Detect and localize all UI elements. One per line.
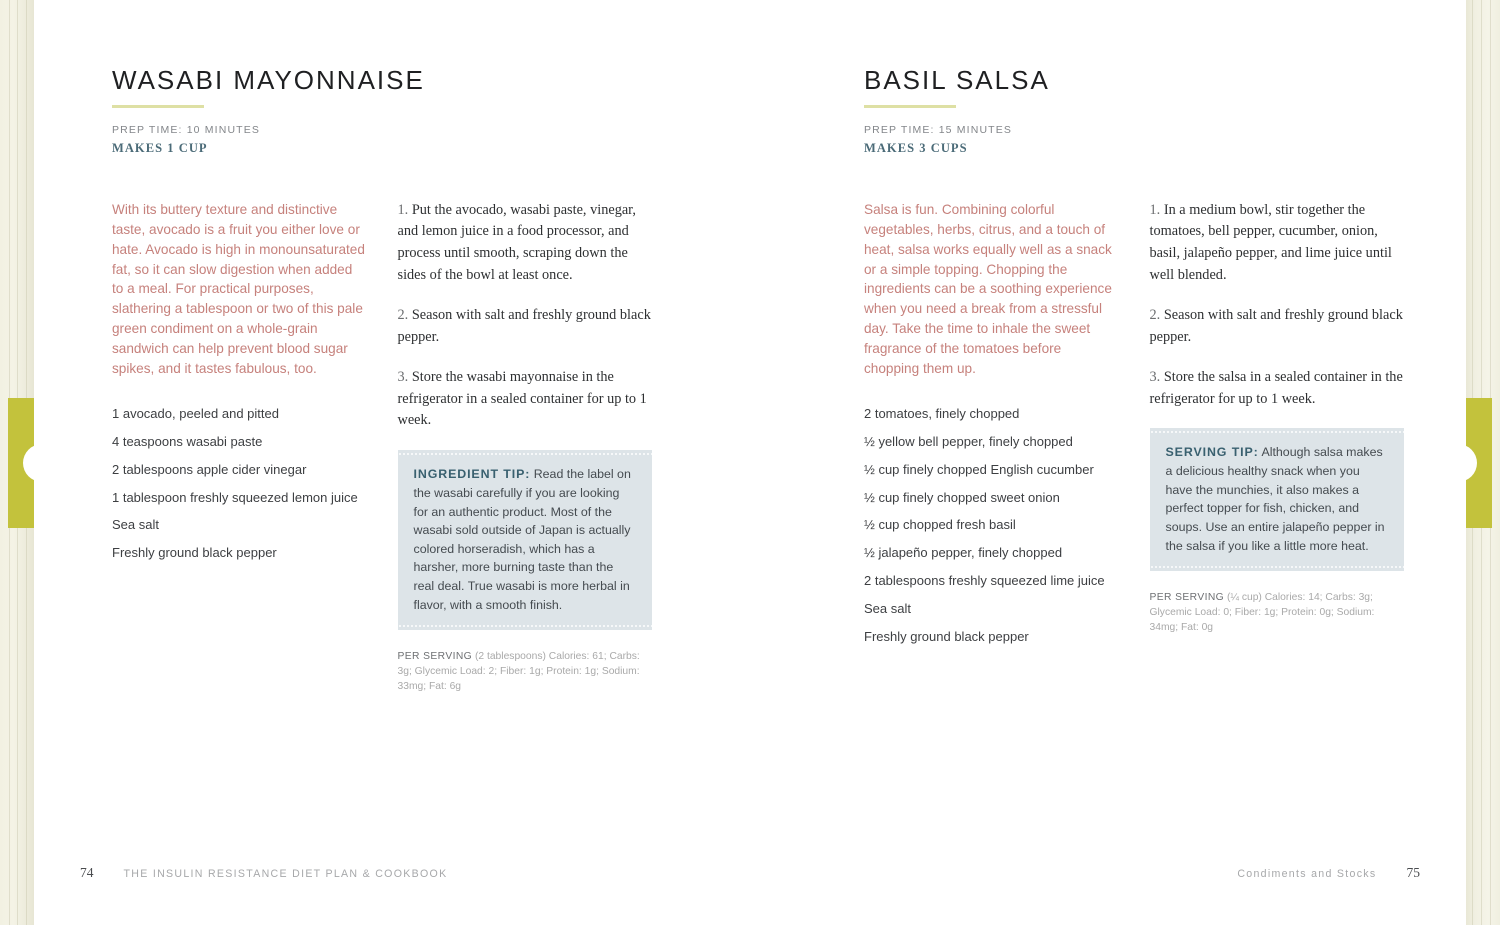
step-text: Store the wasabi mayonnaise in the refrigerator in a sealed container for up to 1 week. <box>397 368 647 429</box>
ingredients-list-right <box>864 405 1119 645</box>
footer-left <box>80 865 447 881</box>
nutrition-info-right <box>1150 591 1405 636</box>
ingredient-item: ½ cup finely chopped English cucumber <box>864 461 1094 477</box>
direction-step <box>398 305 653 349</box>
directions-column-right <box>1150 200 1405 656</box>
ingredient-item: ½ yellow bell pepper, finely chopped <box>864 434 1073 450</box>
title-accent-rule-left <box>112 105 204 108</box>
page-number-right: 75 <box>1406 865 1420 880</box>
page-right <box>750 0 1466 925</box>
nutrition-values: (2 tablespoons) Calories: 61; Carbs: 3g; Glycemic Load: 2; Fiber: 1g; Protein: 1g; Sodium: 33mg; Fat: 6g <box>397 651 640 693</box>
directions-list-left <box>398 200 653 433</box>
direction-step <box>1150 200 1405 287</box>
recipe-title-right: BASIL SALSA <box>864 65 1050 95</box>
serving-tip-box <box>1150 428 1405 571</box>
running-head-left: THE INSULIN RESISTANCE DIET PLAN & COOKBOOK <box>123 868 448 880</box>
footer-right <box>1237 865 1420 881</box>
recipe-title-left: WASABI MAYONNAISE <box>112 65 425 95</box>
tip-label: SERVING TIP: <box>1165 445 1259 460</box>
step-text: In a medium bowl, stir together the tomatoes, bell pepper, cucumber, onion, basil, jalapeño pepper, and lime juice until well blended. <box>1149 201 1392 284</box>
directions-column-left <box>398 200 653 706</box>
direction-step <box>1150 305 1405 349</box>
tip-body: Although salsa makes a delicious healthy snack when you have the munchies, it also makes a perfect topper for fish, chicken, and soups. Use an entire jalapeño pepper in the salsa if you like a little more heat. <box>1165 445 1385 553</box>
step-text: Season with salt and freshly ground black pepper. <box>397 307 651 345</box>
makes-yield-left: MAKES 1 CUP <box>112 140 208 155</box>
step-number: 3. <box>397 368 409 385</box>
recipe-wasabi-mayonnaise <box>112 66 652 705</box>
direction-step <box>398 200 653 287</box>
nutrition-values: (¼ cup) Calories: 14; Carbs: 3g; Glycemic Load: 0; Fiber: 1g; Protein: 0g; Sodium: 34mg; Fat: 0g <box>1149 592 1375 633</box>
ingredient-item: Freshly ground black pepper <box>112 545 277 561</box>
ingredient-item: Sea salt <box>864 600 911 616</box>
ingredient-item: 2 tomatoes, finely chopped <box>864 406 1020 422</box>
directions-list-right <box>1150 200 1405 411</box>
ingredient-item: ½ jalapeño pepper, finely chopped <box>864 545 1063 561</box>
recipe-columns-left <box>112 200 652 706</box>
page-number-left: 74 <box>80 865 94 880</box>
direction-step <box>1150 367 1405 411</box>
recipe-basil-salsa <box>864 66 1404 655</box>
ingredient-item: 2 tablespoons freshly squeezed lime juice <box>864 573 1105 588</box>
ingredient-item: 1 avocado, peeled and pitted <box>112 406 279 422</box>
step-text: Store the salsa in a sealed container in the refrigerator for up to 1 week. <box>1149 368 1403 407</box>
step-number: 3. <box>1149 368 1161 385</box>
step-number: 1. <box>397 201 409 218</box>
prep-time-left: PREP TIME: 10 MINUTES <box>112 123 261 136</box>
step-text: Season with salt and freshly ground black pepper. <box>1149 307 1403 345</box>
step-number: 2. <box>1149 307 1161 324</box>
ingredients-column-right <box>864 200 1119 656</box>
prep-time-right: PREP TIME: 15 MINUTES <box>864 123 1013 136</box>
tip-label: INGREDIENT TIP: <box>413 467 531 482</box>
recipe-intro-left: With its buttery texture and distinctive taste, avocado is a fruit you either love or hate. Avocado is high in monounsaturated fat, so it can slow digestion when added to a meal. For practical purposes, slathering a tablespoon or two of this pale green condiment on a whole-grain sandwich can help prevent blood sugar spikes, and it tastes fabulous, too. <box>112 201 365 377</box>
ingredient-item: Sea salt <box>112 517 159 533</box>
page-left <box>34 0 750 925</box>
step-number: 2. <box>397 307 409 324</box>
recipe-columns-right <box>864 200 1404 656</box>
ingredient-item: ½ cup chopped fresh basil <box>864 517 1016 533</box>
recipe-intro-right: Salsa is fun. Combining colorful vegetables, herbs, citrus, and a touch of heat, salsa works equally well as a snack or a simple topping. Chopping the ingredients can be a soothing experience when you need a break from a stressful day. Take the time to inhale the sweet fragrance of the tomatoes before chopping them up. <box>864 201 1112 377</box>
ingredient-item: 1 tablespoon freshly squeezed lemon juice <box>112 489 358 505</box>
tip-body: Read the label on the wasabi carefully if you are looking for an authentic product. Most of the wasabi sold outside of Japan is actually colored horseradish, which has a harsher, more burning taste than the real deal. True wasabi is more herbal in flavor, with a smooth finish. <box>413 467 631 612</box>
title-accent-rule-right <box>864 105 956 108</box>
running-head-right: Condiments and Stocks <box>1237 868 1377 880</box>
nutrition-label: PER SERVING <box>397 651 473 663</box>
ingredient-item: ½ cup finely chopped sweet onion <box>864 489 1060 505</box>
ingredients-list-left <box>112 405 367 561</box>
ingredients-column-left <box>112 200 367 706</box>
nutrition-info-left <box>398 650 653 695</box>
tip-paragraph <box>1166 443 1389 555</box>
makes-yield-right: MAKES 3 CUPS <box>864 140 968 155</box>
nutrition-label: PER SERVING <box>1149 592 1225 604</box>
direction-step <box>398 367 653 433</box>
ingredient-item: Freshly ground black pepper <box>864 628 1029 644</box>
ingredient-item: 4 teaspoons wasabi paste <box>112 434 263 450</box>
step-number: 1. <box>1149 201 1161 218</box>
ingredient-item: 2 tablespoons apple cider vinegar <box>112 461 307 477</box>
ingredient-tip-box <box>398 450 653 630</box>
step-text: Put the avocado, wasabi paste, vinegar, and lemon juice in a food processor, and process until smooth, scraping down the sides of the bowl at least once. <box>397 201 636 284</box>
tip-paragraph <box>414 465 637 614</box>
